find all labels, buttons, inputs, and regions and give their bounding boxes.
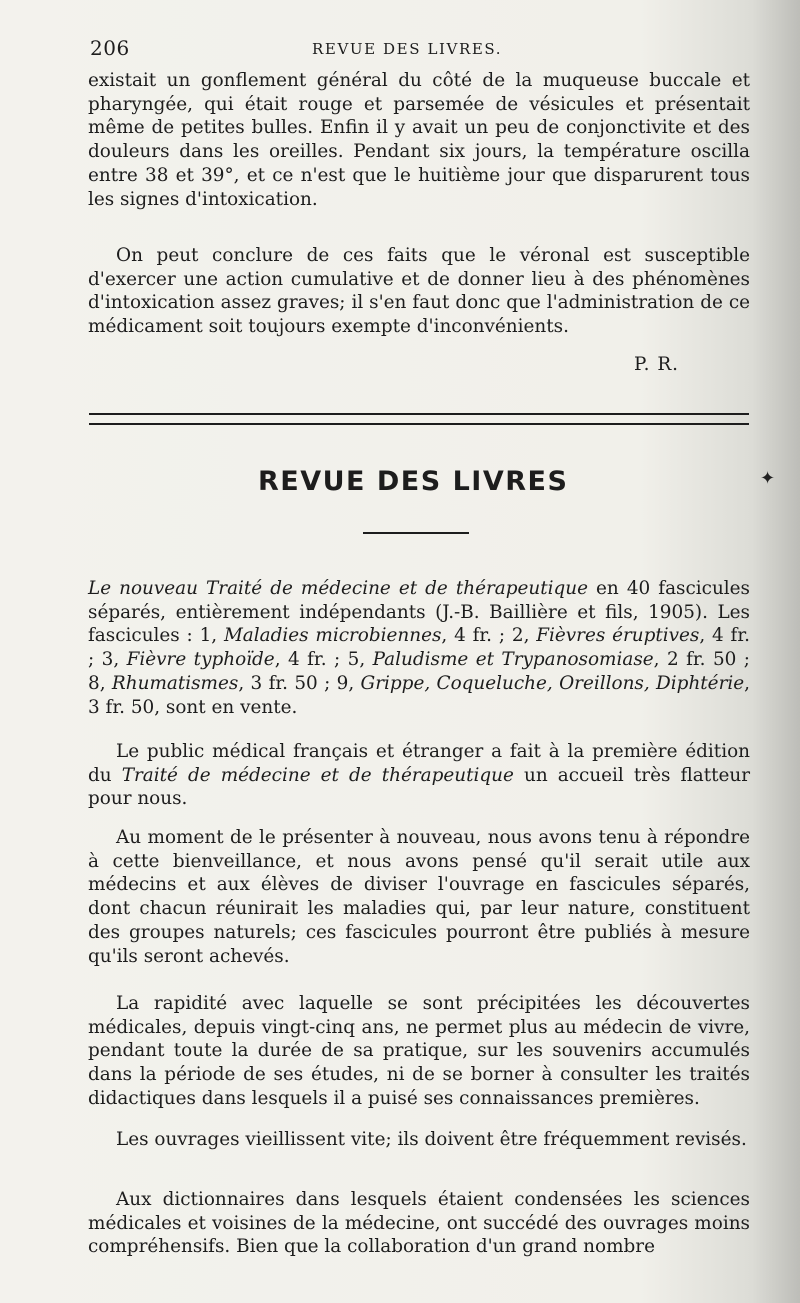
review-paragraph-6: Aux dictionnaires dans lesquels étaient condensées les sciences médicales et voisines de la médecine, ont succédé des ouvrages moins compréhensifs. Bien que la collaboration d'un grand nombre: [88, 1189, 750, 1258]
book-title: Le nouveau Traité de médecine et de thérapeutique: [88, 578, 589, 599]
divider-line-top: [89, 413, 749, 415]
review-paragraph-5: Les ouvrages vieillissent vite; ils doivent être fréquemment revisés.: [116, 1129, 747, 1150]
previous-article-paragraph-1: existait un gonflement général du côté de la muqueuse buccale et pharyngée, qui était rouge et parsemée de vésicules et présentait même de petites bulles. Enfin il y avait un peu de conjonctivite et des douleurs dans les oreilles. Pendant six jours, la température oscilla entre 38 et 39°, et ce n'est que le huitième jour que disparurent tous les signes d'intoxication.: [88, 70, 750, 210]
page-header: [90, 36, 750, 64]
review-paragraph-4: La rapidité avec laquelle se sont précipitées les découvertes médicales, depuis vingt-cinq ans, ne permet plus au médecin de vivre, pendant toute la durée de sa pratique, sur les souvenirs accumulés dans la période de ses études, ni de se borner à consulter les traités didactiques dans lesquels il a puisé ses connaissances premières.: [88, 993, 750, 1109]
running-title: REVUE DES LIVRES.: [312, 40, 503, 58]
review-paragraph-3: Au moment de le présenter à nouveau, nous avons tenu à répondre à cette bienveillance, et nous avons pensé qu'il serait utile aux médecins et aux élèves de diviser l'ouvrage en fascicules séparés, dont chacun réunirait les maladies qui, par leur nature, constituent des groupes naturels; ces fascicules pourront être publiés à mesure qu'ils seront achevés.: [88, 827, 750, 967]
heading-underline: [363, 532, 469, 534]
page-number: 206: [90, 36, 130, 60]
review-paragraph-1: Le nouveau Traité de médecine et de thérapeutique en 40 fascicules séparés, entièrement indépendants (J.-B. Baillière et fils, 1905). Les fascicules : 1, Maladies microbiennes, 4 fr. ; 2, Fièvres éruptives, 4 fr. ; 3, Fièvre typhoïde, 4 fr. ; 5, Paludisme et Trypanosomiase, 2 fr. 50 ; 8, Rhumatismes, 3 fr. 50 ; 9, Grippe, Coqueluche, Oreillons, Diphtérie, 3 fr. 50, sont en vente.: [88, 578, 750, 718]
section-heading: REVUE DES LIVRES: [258, 466, 569, 497]
divider-line-bottom: [89, 423, 749, 425]
section-divider: [89, 413, 749, 427]
author-signature: P. R.: [634, 354, 680, 375]
ornament-icon: ✦: [760, 468, 776, 489]
review-paragraph-2: Le public médical français et étranger a fait à la première édition du Traité de médecine et de thérapeutique un accueil très flatteur pour nous.: [88, 741, 750, 810]
previous-article-paragraph-2: On peut conclure de ces faits que le véronal est susceptible d'exercer une action cumulative et de donner lieu à des phénomènes d'intoxication assez graves; il s'en faut donc que l'administration de ce médicament soit toujours exempte d'inconvénients.: [88, 245, 750, 338]
